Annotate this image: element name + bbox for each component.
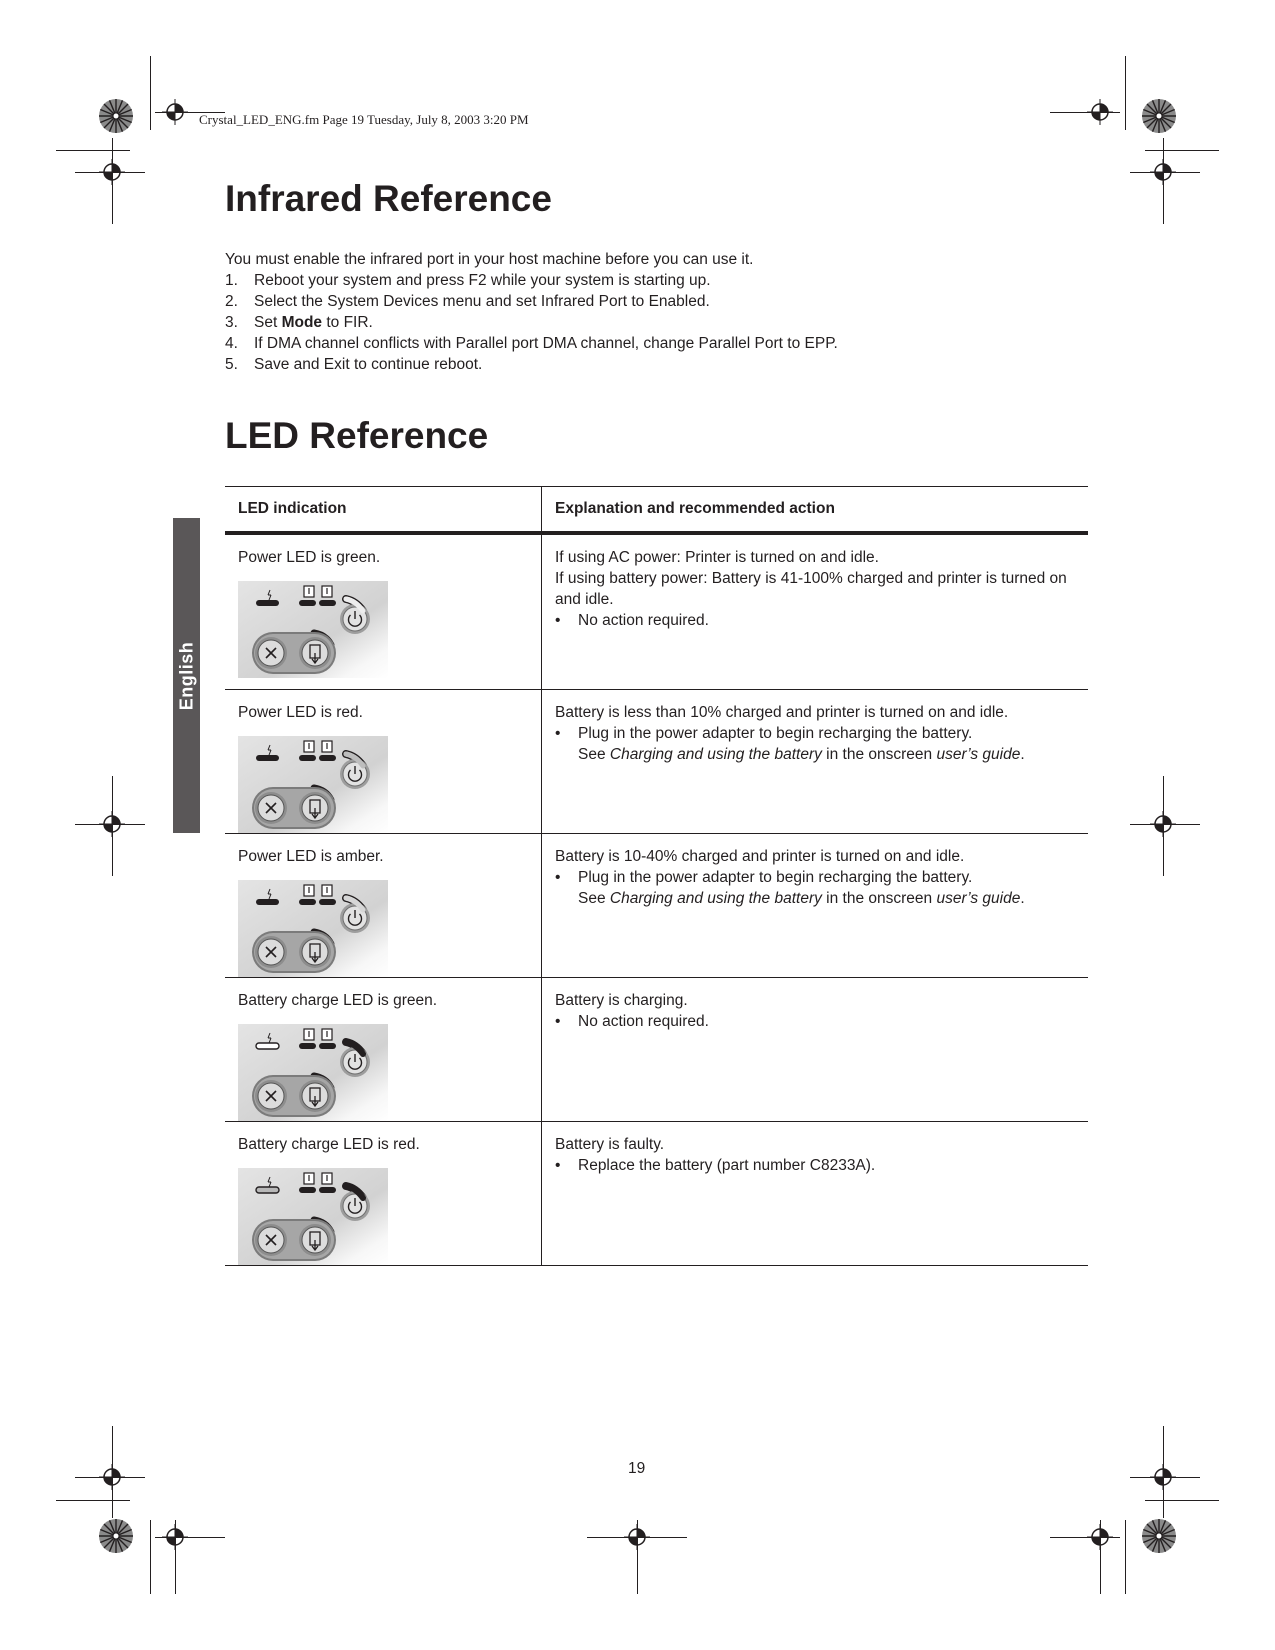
table-header-row <box>225 487 1088 534</box>
infrared-instructions <box>225 249 1005 375</box>
battery-led-lit <box>256 1187 279 1193</box>
list-item <box>225 291 1005 312</box>
registration-mark-icon <box>99 159 125 185</box>
infrared-steps-list <box>225 270 1005 375</box>
step-text: Reboot your system and press F2 while your system is starting up. <box>254 272 711 289</box>
registration-mark-icon <box>162 1524 188 1550</box>
page-number: 19 <box>628 1460 646 1477</box>
led-indication-cell <box>225 1121 542 1265</box>
step-number: 4. <box>225 335 238 352</box>
explanation-cell <box>542 689 1089 833</box>
step-text-pre: Set <box>254 314 282 331</box>
registration-mark-icon <box>99 1464 125 1490</box>
explanation-line: Battery is 10-40% charged and printer is turned on and idle. <box>555 847 965 865</box>
see-mid: in the onscreen <box>821 745 937 763</box>
led-indication-text: Battery charge LED is red. <box>238 1135 420 1153</box>
infrared-intro: You must enable the infrared port in your host machine before you can use it. <box>225 251 754 268</box>
explanation-line: Battery is less than 10% charged and printer is turned on and idle. <box>555 703 1009 721</box>
file-info-header: Crystal_LED_ENG.fm Page 19 Tuesday, July 8, 2003 3:20 PM <box>199 112 529 127</box>
crop-mark <box>1145 1500 1219 1501</box>
led-indication-text: Power LED is green. <box>238 549 381 566</box>
control-panel-illustration <box>238 880 388 977</box>
see-pre: See <box>578 889 610 907</box>
list-item <box>225 333 1005 354</box>
see-pre: See <box>578 745 610 763</box>
step-text <box>254 312 373 333</box>
table-row <box>225 977 1088 1121</box>
crop-mark <box>56 150 130 151</box>
color-bar-target-icon <box>1141 98 1177 134</box>
step-text: If DMA channel conflicts with Parallel port DMA channel, change Parallel Port to EPP. <box>254 335 838 352</box>
step-number: 1. <box>225 272 238 289</box>
registration-mark-icon <box>1150 159 1176 185</box>
bullet-icon: • <box>555 612 561 629</box>
explanation-cell <box>542 977 1089 1121</box>
crop-mark <box>150 56 151 130</box>
registration-mark-icon <box>1150 1464 1176 1490</box>
list-item <box>225 312 1005 333</box>
action-text: No action required. <box>578 1012 709 1030</box>
color-bar-target-icon <box>98 98 134 134</box>
see-post: . <box>1020 745 1025 763</box>
table-row <box>225 1121 1088 1265</box>
column-header: LED indication <box>225 487 542 534</box>
registration-mark-icon <box>1087 99 1113 125</box>
list-item <box>225 270 1005 291</box>
language-tab-label: English <box>176 641 196 710</box>
registration-mark-icon <box>1150 811 1176 837</box>
crop-mark <box>1125 1520 1126 1594</box>
battery-led-off <box>256 899 279 905</box>
battery-led-off <box>256 755 279 761</box>
led-indication-text: Power LED is amber. <box>238 847 384 865</box>
battery-led-off <box>256 600 279 606</box>
column-header: Explanation and recommended action <box>542 487 1089 534</box>
infrared-section-title: Infrared Reference <box>225 178 552 219</box>
bullet-icon: • <box>555 1156 561 1174</box>
led-indication-cell <box>225 689 542 833</box>
crop-mark <box>56 1500 130 1501</box>
see-guide: user’s guide <box>936 889 1021 907</box>
bullet-icon: • <box>555 868 561 886</box>
explanation-cell <box>542 533 1089 689</box>
step-text-bold: Mode <box>281 314 323 331</box>
bullet-icon: • <box>555 724 561 742</box>
list-item <box>225 354 1005 375</box>
see-post: . <box>1020 889 1025 907</box>
explanation-line: Battery is faulty. <box>555 1135 665 1153</box>
crop-mark <box>150 1520 151 1594</box>
step-text: Save and Exit to continue reboot. <box>254 356 483 373</box>
color-bar-target-icon <box>98 1518 134 1554</box>
led-indication-text: Power LED is red. <box>238 703 363 721</box>
led-indication-text: Battery charge LED is green. <box>238 991 438 1009</box>
explanation-cell <box>542 833 1089 977</box>
led-indication-cell <box>225 833 542 977</box>
see-mid: in the onscreen <box>821 889 937 907</box>
table-row <box>225 689 1088 833</box>
explanation-line: Battery is charging. <box>555 991 688 1009</box>
table-row <box>225 833 1088 977</box>
explanation-line: If using AC power: Printer is turned on and idle. <box>555 549 879 566</box>
action-bullet <box>555 723 1075 744</box>
action-bullet <box>555 867 1075 888</box>
action-bullet <box>555 1155 1075 1176</box>
step-number: 5. <box>225 356 238 373</box>
explanation-cell <box>542 1121 1089 1265</box>
explanation-line: If using battery power: Battery is 41-100% charged and printer is turned on and idle. <box>555 570 1067 608</box>
battery-led-lit <box>256 1043 279 1049</box>
led-reference-table <box>225 486 1088 1266</box>
table-row <box>225 533 1088 689</box>
led-indication-cell <box>225 533 542 689</box>
led-section-title: LED Reference <box>225 415 489 456</box>
language-tab <box>173 518 200 833</box>
action-bullet <box>555 1011 1075 1032</box>
control-panel-illustration <box>238 1024 388 1121</box>
registration-mark-icon <box>624 1524 650 1550</box>
see-topic: Charging and using the battery <box>609 889 822 907</box>
bullet-icon: • <box>555 1012 561 1030</box>
step-number: 2. <box>225 293 238 310</box>
registration-mark-icon <box>162 99 188 125</box>
control-panel-illustration <box>238 736 388 833</box>
action-text: Plug in the power adapter to begin recharging the battery. <box>578 724 973 742</box>
control-panel-illustration <box>238 1168 388 1265</box>
see-reference <box>555 744 1075 765</box>
registration-mark-icon <box>99 811 125 837</box>
see-reference <box>555 888 1075 909</box>
color-bar-target-icon <box>1141 1518 1177 1554</box>
action-text: No action required. <box>578 612 709 629</box>
step-number: 3. <box>225 314 238 331</box>
registration-mark-icon <box>1087 1524 1113 1550</box>
action-text: Replace the battery (part number C8233A). <box>578 1156 876 1174</box>
see-guide: user’s guide <box>936 745 1021 763</box>
step-text: Select the System Devices menu and set Infrared Port to Enabled. <box>254 293 710 310</box>
action-text: Plug in the power adapter to begin recharging the battery. <box>578 868 973 886</box>
action-bullet <box>555 610 1075 631</box>
crop-mark <box>1145 150 1219 151</box>
control-panel-illustration <box>238 581 388 678</box>
step-text-post: to FIR. <box>322 314 373 331</box>
see-topic: Charging and using the battery <box>609 745 822 763</box>
crop-mark <box>1125 56 1126 130</box>
led-indication-cell <box>225 977 542 1121</box>
